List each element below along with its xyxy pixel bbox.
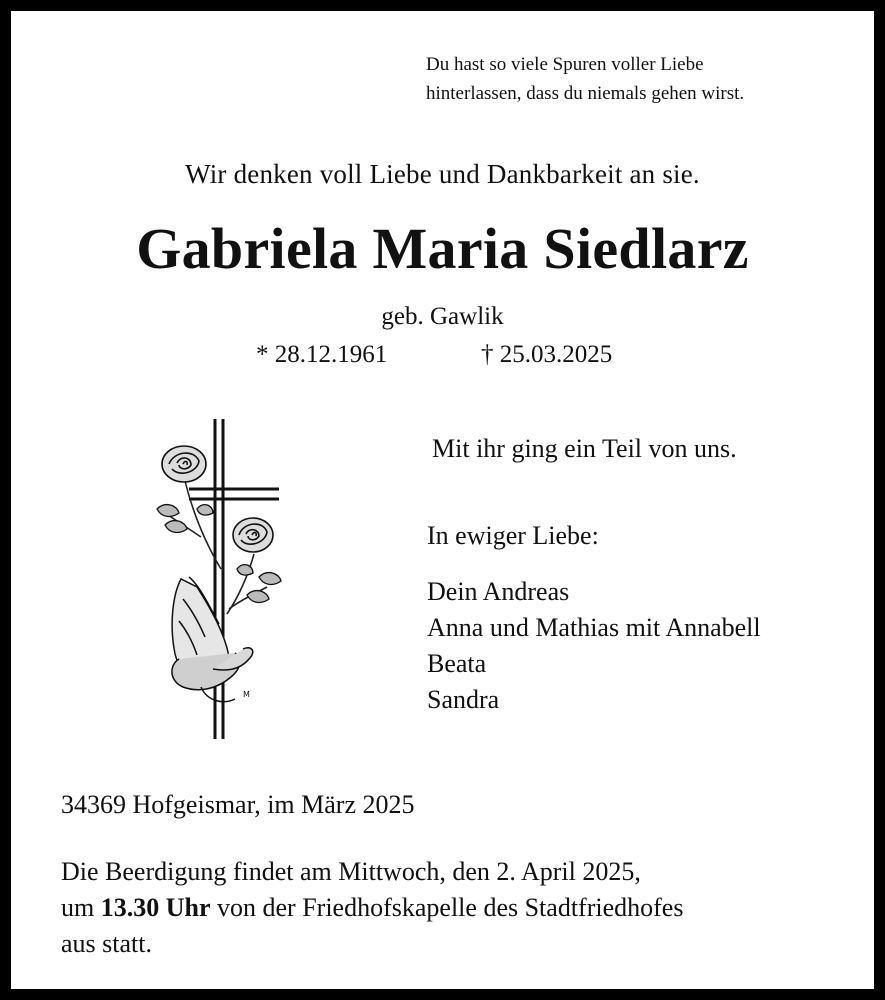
motto-line-2: hinterlassen, dass du niemals gehen wirst. [426,83,745,104]
motto-line-1: Du hast so viele Spuren voller Liebe [426,54,704,75]
deceased-name: Gabriela Maria Siedlarz [136,216,749,281]
maiden-name: geb. Gawlik [381,303,504,330]
intro-line: Wir denken voll Liebe und Dankbarkeit an sie. [185,159,700,189]
death-date: † 25.03.2025 [481,341,613,368]
funeral-notice [61,854,683,962]
funeral-line-2 [61,890,683,926]
praying-hands [172,577,253,702]
funeral-time: 13.30 Uhr [100,893,211,922]
mourners-list [427,574,761,718]
funeral-line-2-suffix: von der Friedhofskapelle des Stadtfriedhofes [210,893,684,922]
funeral-line-1: Die Beerdigung findet am Mittwoch, den 2. April 2025, [61,857,641,886]
funeral-line-3: aus statt. [61,929,152,958]
mourner-name: Beata [427,649,487,678]
rose-upper [162,446,206,482]
mourner-name: Sandra [427,685,500,714]
memorial-quote: Mit ihr ging ein Teil von uns. [432,434,737,463]
rose-lower [233,518,273,552]
funeral-line-2-prefix: um [61,893,101,922]
cross-roses-praying-hands-icon [139,409,289,739]
mourners-heading: In ewiger Liebe: [427,521,599,550]
birth-date: * 28.12.1961 [256,341,388,368]
svg-text:M: M [243,690,250,699]
mourner-name: Anna und Mathias mit Annabell [427,613,761,642]
place-and-date: 34369 Hofgeismar, im März 2025 [61,790,415,819]
mourner-name: Dein Andreas [427,577,570,606]
motto-quote [426,50,744,108]
